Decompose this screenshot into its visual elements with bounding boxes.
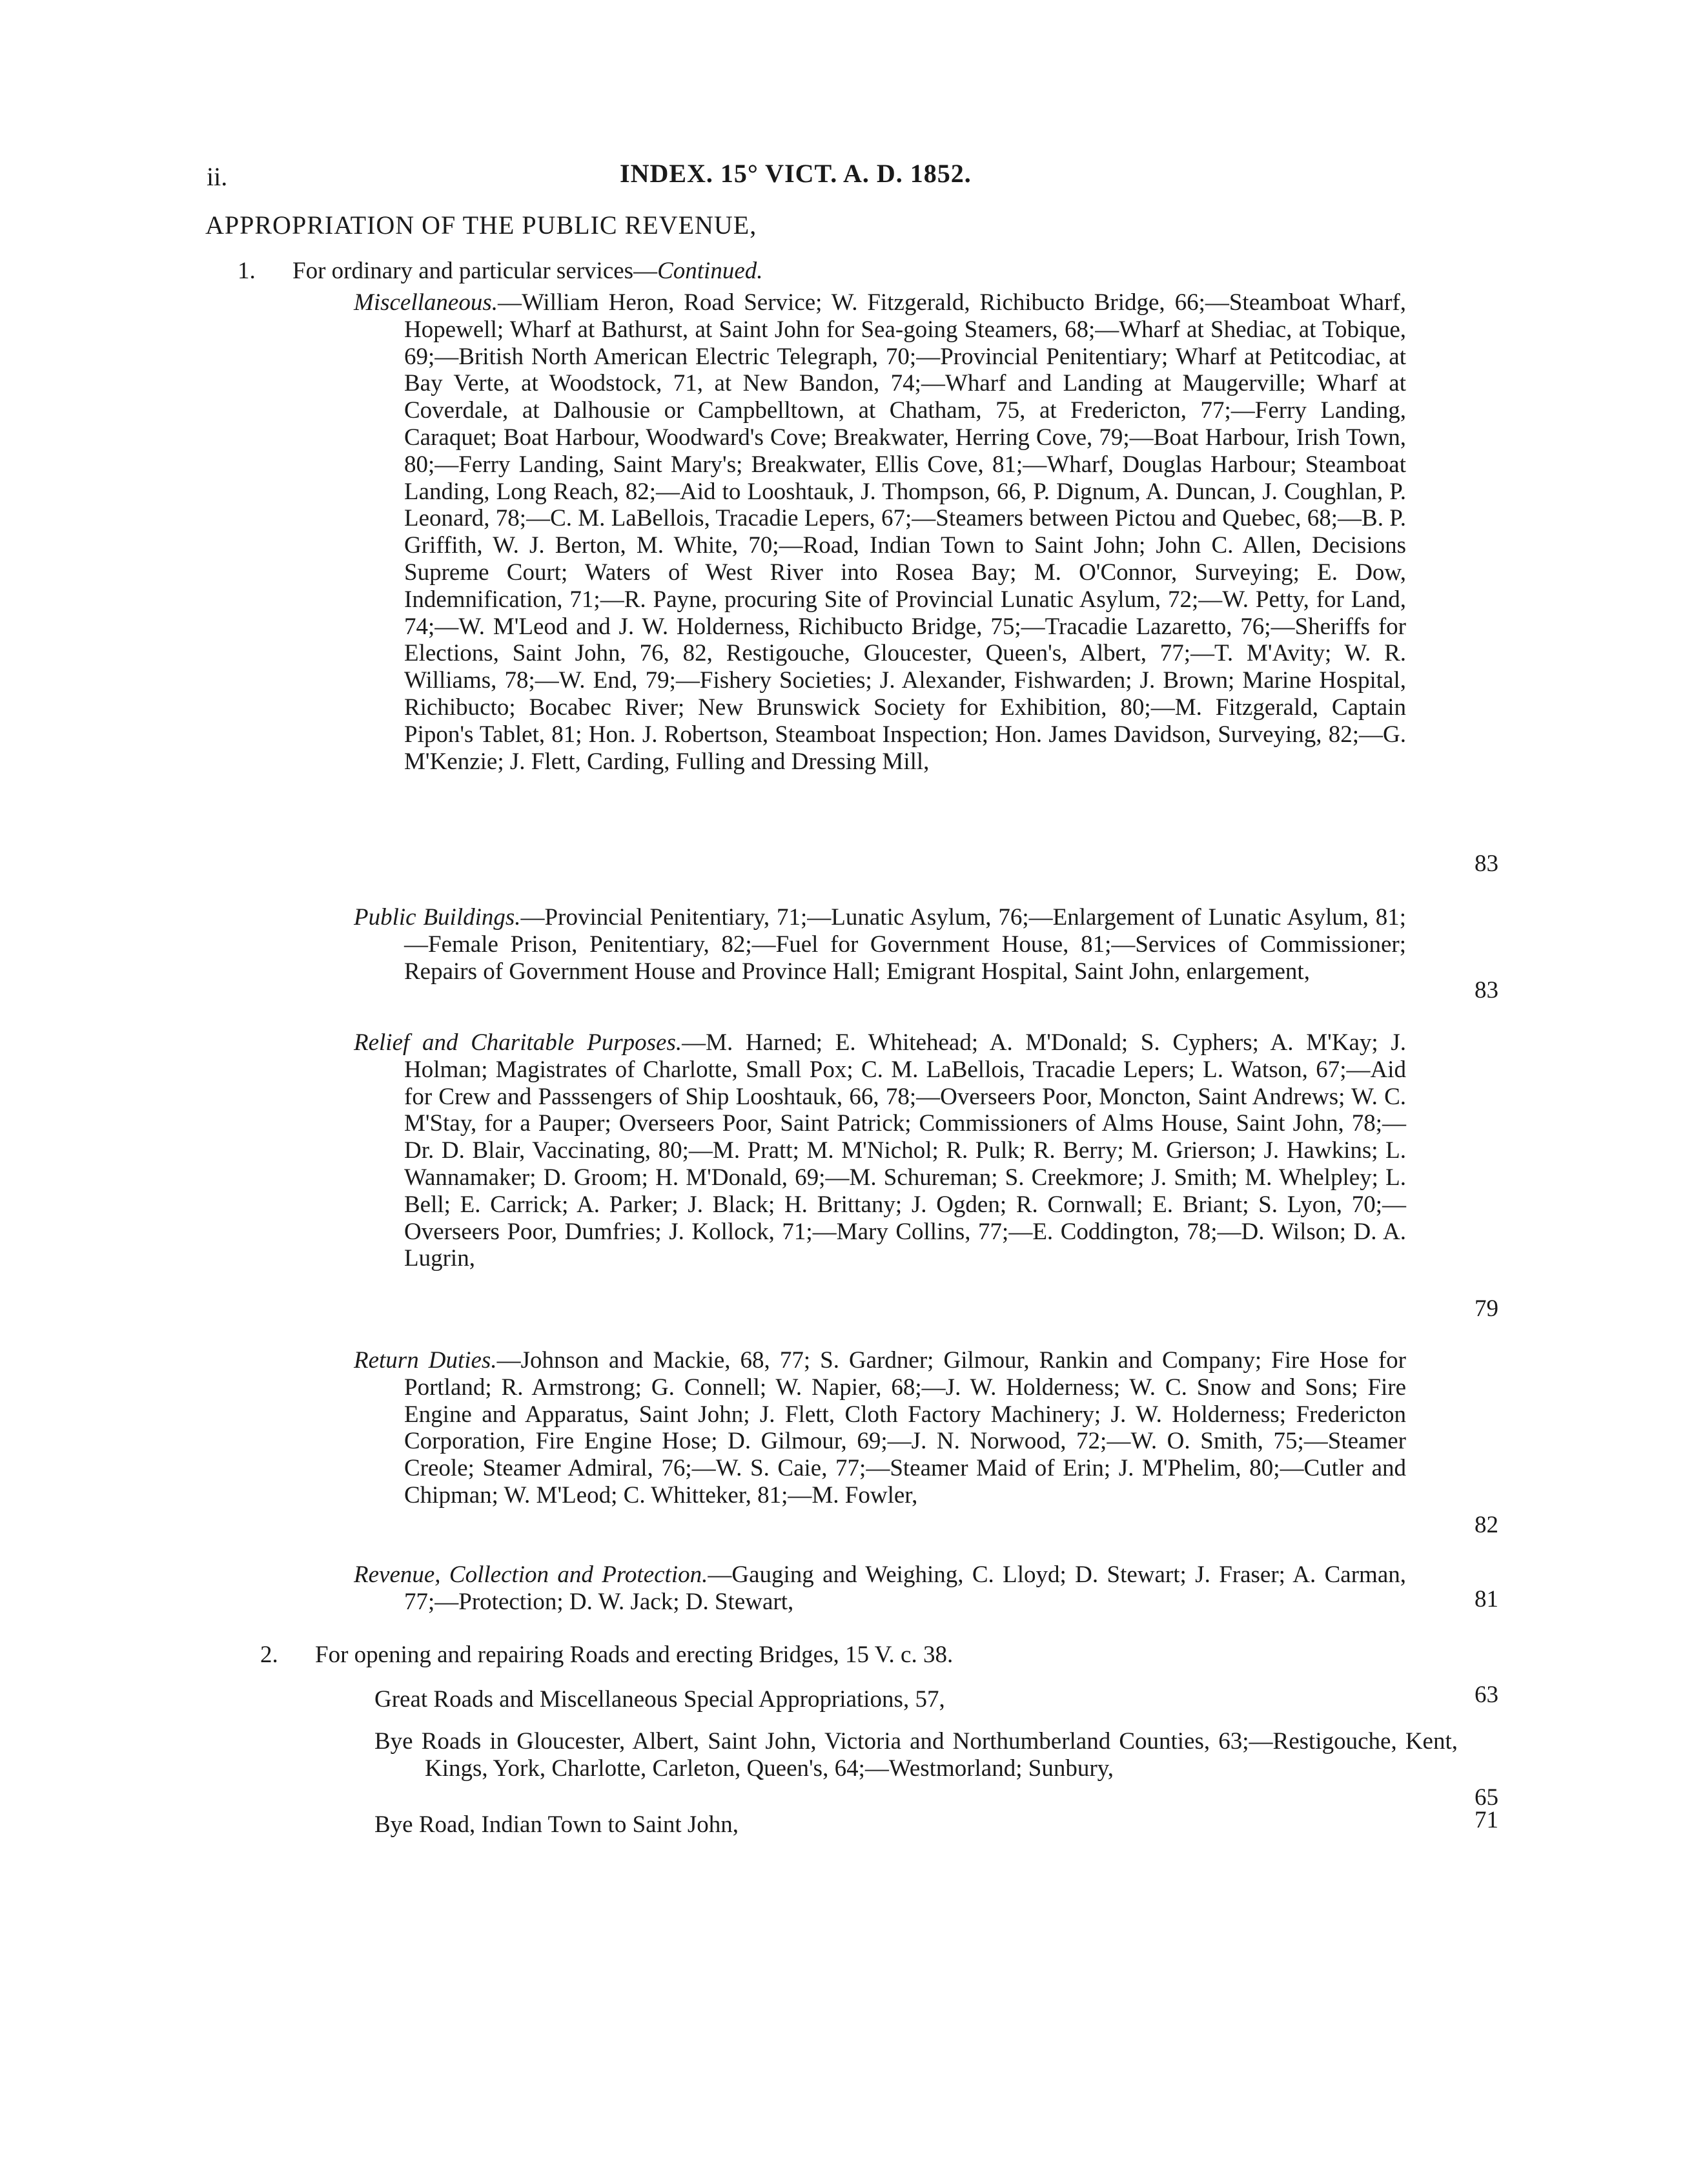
- section-number: 1.: [238, 258, 256, 284]
- index-entry-miscellaneous: [354, 289, 1406, 775]
- entry-text: —Provincial Penitentiary, 71;—Lunatic Asylum, 76;—Enlargement of Lunatic Asylum, 81;—Female Prison, Penitentiary, 82;—Fuel for Government House, 81;—Services of Commissioner; Repairs of Government House and Province Hall; Emigrant Hospital, Saint John, enlargement,: [404, 904, 1406, 985]
- entry-page-ref: 63: [1475, 1682, 1498, 1708]
- road-item: Bye Roads in Gloucester, Albert, Saint John, Victoria and Northumberland Counties, 63;—Restigouche, Kent, Kings, York, Charlotte, Carleton, Queen's, 64;—Westmorland; Sunbury,: [374, 1728, 1458, 1782]
- page-header: [207, 158, 1175, 197]
- section-title: For opening and repairing Roads and erecting Bridges, 15 V. c. 38.: [315, 1642, 954, 1668]
- entry-label: Miscellaneous.: [354, 289, 498, 316]
- index-entry-return-duties: [354, 1347, 1406, 1509]
- section-title: For ordinary and particular services—Continued.: [292, 258, 763, 284]
- road-item: Bye Road, Indian Town to Saint John,: [374, 1811, 739, 1838]
- entry-page-ref: 71: [1475, 1807, 1498, 1833]
- entry-page-ref: 79: [1475, 1295, 1498, 1322]
- index-entry-relief: [354, 1029, 1406, 1272]
- entry-page-ref: 83: [1475, 850, 1498, 877]
- entry-page-ref: 65: [1475, 1784, 1498, 1811]
- entry-page-ref: 81: [1475, 1586, 1498, 1612]
- entry-page-ref: 83: [1475, 977, 1498, 1004]
- running-title: INDEX. 15° VICT. A. D. 1852.: [620, 159, 972, 188]
- index-entry-public-buildings: [354, 904, 1406, 985]
- entry-label: Public Buildings.: [354, 904, 521, 931]
- entry-label: Revenue, Collection and Protection.: [354, 1561, 708, 1588]
- section-number: 2.: [260, 1642, 278, 1668]
- road-item: Great Roads and Miscellaneous Special Appropriations, 57,: [374, 1686, 945, 1713]
- entry-text: —Johnson and Mackie, 68, 77; S. Gardner; Gilmour, Rankin and Company; Fire Hose for Portland; R. Armstrong; G. Connell; W. Napier, 68;—J. W. Holderness; W. C. Snow and Sons; Fire Engine and Apparatus, Saint John; J. Flett, Cloth Factory Machinery; J. W. Holderness; Fredericton Corporation, Fire Engine Hose; D. Gilmour, 69;—J. N. Norwood, 72;—W. O. Smith, 75;—Steamer Creole; Steamer Admiral, 76;—W. S. Caie, 77;—Steamer Maid of Erin; J. M'Phelim, 80;—Cutler and Chipman; W. M'Leod; C. Whitteker, 81;—M. Fowler,: [404, 1347, 1406, 1509]
- page-number: ii.: [207, 162, 228, 191]
- section-heading: APPROPRIATION OF THE PUBLIC REVENUE,: [205, 211, 757, 240]
- entry-text: —Gauging and Weighing, C. Lloyd; D. Stewart; J. Fraser; A. Carman, 77;—Protection; D. W. Jack; D. Stewart,: [404, 1561, 1406, 1615]
- entry-text: —M. Harned; E. Whitehead; A. M'Donald; S. Cyphers; A. M'Kay; J. Holman; Magistrates of Charlotte, Small Pox; C. M. LaBellois, Tracadie Lepers; L. Watson, 67;—Aid for Crew and Passsengers of Ship Looshtauk, 66, 78;—Overseers Poor, Moncton, Saint Andrews; W. C. M'Stay, for a Pauper; Overseers Poor, Saint Patrick; Commissioners of Alms House, Saint John, 78;—Dr. D. Blair, Vaccinating, 80;—M. Pratt; M. M'Nichol; R. Pulk; R. Berry; M. Grierson; J. Hawkins; L. Wannamaker; D. Groom; H. M'Donald, 69;—M. Schureman; S. Creekmore; J. Smith; M. Whelpley; L. Bell; E. Carrick; A. Parker; J. Black; H. Brittany; J. Ogden; R. Cornwall; E. Briant; S. Lyon, 70;—Overseers Poor, Dumfries; J. Kollock, 71;—Mary Collins, 77;—E. Coddington, 78;—D. Wilson; D. A. Lugrin,: [404, 1029, 1406, 1272]
- entry-text: —William Heron, Road Service; W. Fitzgerald, Richibucto Bridge, 66;—Steamboat Wharf, Hopewell; Wharf at Bathurst, at Saint John for Sea-going Steamers, 68;—Wharf at Shediac, at Tobique, 69;—British North American Electric Telegraph, 70;—Provincial Penitentiary; Wharf at Petitcodiac, at Bay Verte, at Woodstock, 71, at New Bandon, 74;—Wharf and Landing at Maugerville; Wharf at Coverdale, at Dalhousie or Campbelltown, at Chatham, 75, at Fredericton, 77;—Ferry Landing, Caraquet; Boat Harbour, Woodward's Cove; Breakwater, Herring Cove, 79;—Boat Harbour, Irish Town, 80;—Ferry Landing, Saint Mary's; Breakwater, Ellis Cove, 81;—Wharf, Douglas Harbour; Steamboat Landing, Long Reach, 82;—Aid to Looshtauk, J. Thompson, 66, P. Dignum, A. Duncan, J. Coughlan, P. Leonard, 78;—C. M. LaBellois, Tracadie Lepers, 67;—Steamers between Pictou and Quebec, 68;—B. P. Griffith, W. J. Berton, M. White, 70;—Road, Indian Town to Saint John; John C. Allen, Decisions Supreme Court; Waters of West River into Rosea Bay; M. O'Connor, Surveying; E. Dow, Indemnification, 71;—R. Payne, procuring Site of Provincial Lunatic Asylum, 72;—W. Petty, for Land, 74;—W. M'Leod and J. W. Holderness, Richibucto Bridge, 75;—Tracadie Lazaretto, 76;—Sheriffs for Elections, Saint John, 76, 82, Restigouche, Gloucester, Queen's, Albert, 77;—T. M'Avity; W. R. Williams, 78;—W. End, 79;—Fishery Societies; J. Alexander, Fishwarden; J. Brown; Marine Hospital, Richibucto; Bocabec River; New Brunswick Society for Exhibition, 80;—M. Fitzgerald, Captain Pipon's Tablet, 81; Hon. J. Robertson, Steamboat Inspection; Hon. James Davidson, Surveying, 82;—G. M'Kenzie; J. Flett, Carding, Fulling and Dressing Mill,: [404, 289, 1406, 775]
- entry-label: Return Duties.: [354, 1347, 497, 1374]
- entry-page-ref: 82: [1475, 1512, 1498, 1538]
- continued-label: Continued.: [657, 258, 763, 284]
- entry-label: Relief and Charitable Purposes.: [354, 1029, 682, 1056]
- index-entry-revenue: [354, 1561, 1406, 1616]
